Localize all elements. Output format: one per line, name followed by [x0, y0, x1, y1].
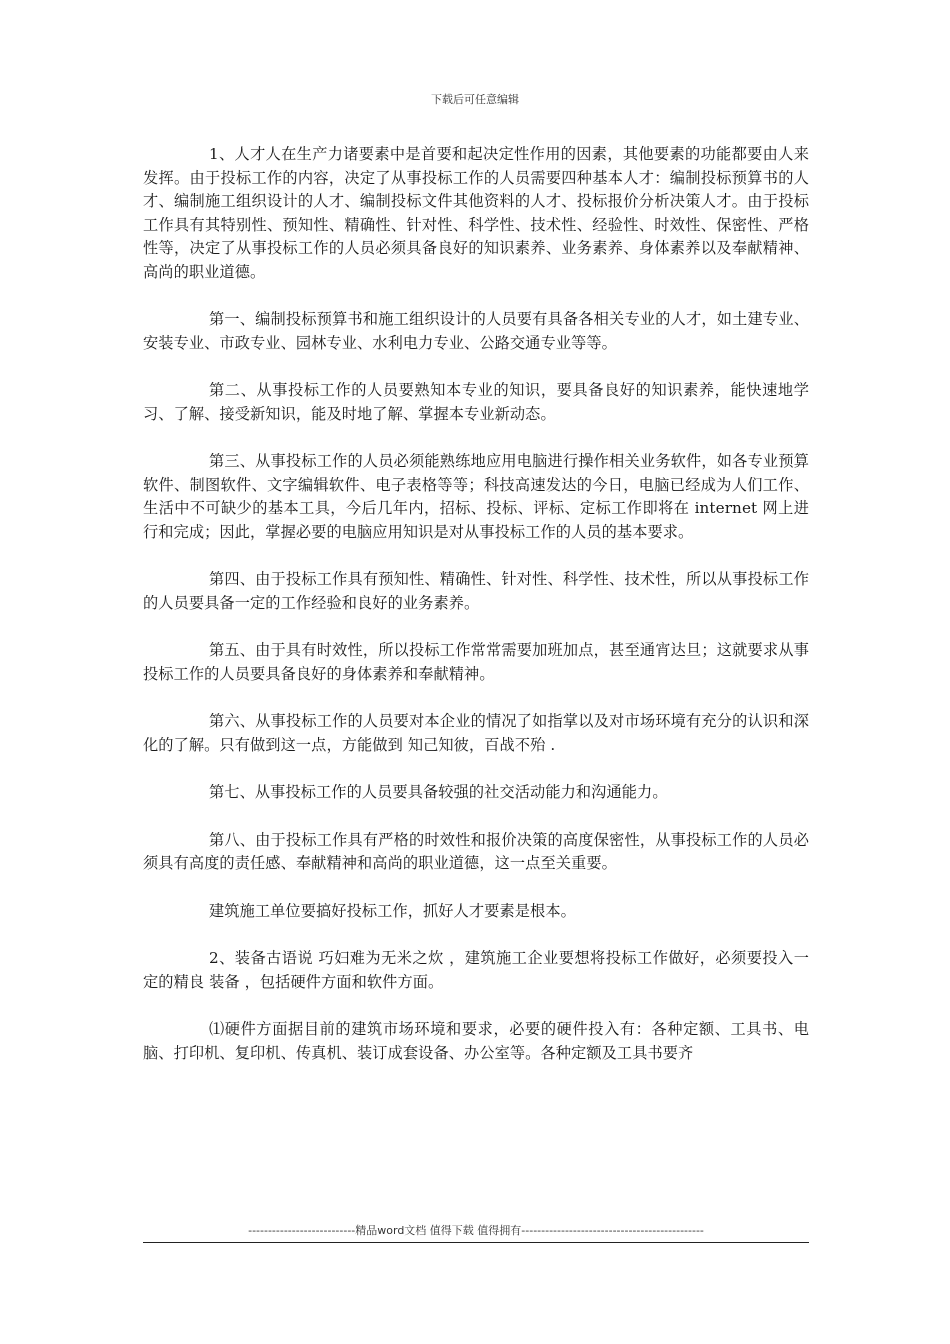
paragraph-third: 第三、从事投标工作的人员必须能熟练地应用电脑进行操作相关业务软件，如各专业预算软件、制图软件、文字编辑软件、电子表格等等；科技高速发达的今日，电脑已经成为人们工作、生活中不可缺少的基本工具，今后几年内，招标、投标、评标、定标工作即将在 internet 网上进行和完成；因此，掌握必要的电脑应用知识是对从事投标工作的人员的基本要求。	[143, 452, 809, 541]
paragraph-sixth: 第六、从事投标工作的人员要对本企业的情况了如指掌以及对市场环境有充分的认识和深化的了解。只有做到这一点，方能做到 知己知彼，百战不殆 .	[143, 712, 809, 754]
paragraph-first: 第一、编制投标预算书和施工组织设计的人员要有具备各相关专业的人才，如土建专业、安装专业、市政专业、园林专业、水利电力专业、公路交通专业等等。	[143, 310, 809, 352]
paragraph-conclusion: 建筑施工单位要搞好投标工作，抓好人才要素是根本。	[209, 901, 576, 920]
paragraph-seventh: 第七、从事投标工作的人员要具备较强的社交活动能力和沟通能力。	[209, 783, 668, 801]
header-note: 下载后可任意编辑	[431, 93, 519, 106]
paragraph-talent-intro: 1、人才人在生产力诸要素中是首要和起决定性作用的因素，其他要素的功能都要由人来发挥。由于投标工作的内容，决定了从事投标工作的人员需要四种基本人才：编制投标预算书的人才、编制施工组织设计的人才、编制投标文件其他资料的人才、投标报价分析决策人才。由于投标工作具有其特别性、预知性、精确性、针对性、科学性、技术性、经验性、时效性、保密性、严格性等，决定了从事投标工作的人员必须具备良好的知识素养、业务素养、身体素养以及奉献精神、高尚的职业道德。	[143, 145, 809, 281]
paragraph-equipment-intro: 2、装备古语说 巧妇难为无米之炊 ，建筑施工企业要想将投标工作做好，必须要投入一定的精良 装备 ，包括硬件方面和软件方面。	[143, 949, 809, 991]
paragraph-hardware: ⑴硬件方面据目前的建筑市场环境和要求，必要的硬件投入有：各种定额、工具书、电脑、打印机、复印机、传真机、装订成套设备、办公室等。各种定额及工具书要齐	[143, 1020, 809, 1062]
document-body	[143, 143, 809, 1089]
footer	[143, 1222, 809, 1243]
paragraph-eighth: 第八、由于投标工作具有严格的时效性和报价决策的高度保密性，从事投标工作的人员必须具有高度的责任感、奉献精神和高尚的职业道德，这一点至关重要。	[143, 830, 809, 872]
paragraph-fourth: 第四、由于投标工作具有预知性、精确性、针对性、科学性、技术性，所以从事投标工作的人员要具备一定的工作经验和良好的业务素养。	[143, 570, 809, 612]
paragraph-second: 第二、从事投标工作的人员要熟知本专业的知识，要具备良好的知识素养，能快速地学习、了解、接受新知识，能及时地了解、掌握本专业新动态。	[143, 381, 809, 423]
footer-text: ---------------------------精品word文档 值得下载 值得拥有----------------------------------------------	[248, 1224, 704, 1237]
paragraph-fifth: 第五、由于具有时效性，所以投标工作常常需要加班加点，甚至通宵达旦；这就要求从事投标工作的人员要具备良好的身体素养和奉献精神。	[143, 641, 809, 683]
